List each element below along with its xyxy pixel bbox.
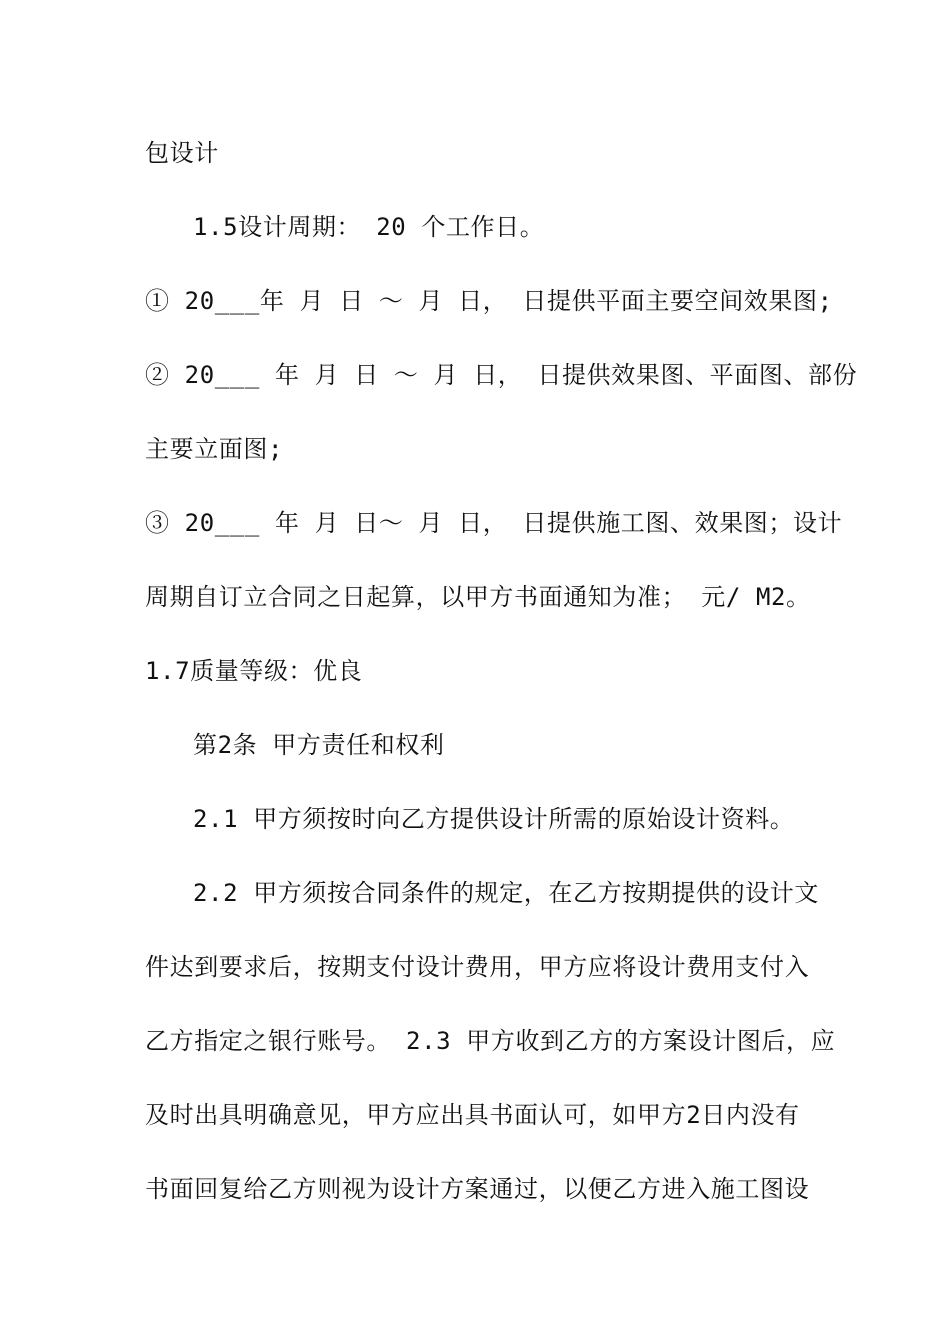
text-line-15: 书面回复给乙方则视为设计方案通过，以便乙方进入施工图设	[145, 1175, 810, 1203]
text-line-6: ③ 20___ 年 月 日～ 月 日， 日提供施工图、效果图；设计	[145, 509, 843, 537]
text-line-7: 周期自订立合同之日起算，以甲方书面通知为准； 元/ M2。	[145, 583, 811, 611]
text-line-13: 乙方指定之银行账号。 2.3 甲方收到乙方的方案设计图后，应	[145, 1027, 836, 1055]
text-line-12: 件达到要求后，按期支付设计费用，甲方应将设计费用支付入	[145, 953, 810, 981]
text-line-3: ① 20___年 月 日 ～ 月 日， 日提供平面主要空间效果图;	[145, 287, 833, 315]
text-line-10: 2.1 甲方须按时向乙方提供设计所需的原始设计资料。	[193, 805, 795, 833]
text-line-4: ② 20___ 年 月 日 ～ 月 日， 日提供效果图、平面图、部份	[145, 361, 858, 389]
section-heading: 第2条 甲方责任和权利	[193, 731, 445, 759]
text-line-11: 2.2 甲方须按合同条件的规定，在乙方按期提供的设计文	[193, 879, 819, 907]
text-line-5: 主要立面图;	[145, 435, 284, 463]
text-line-1: 包设计	[145, 139, 219, 167]
text-line-2: 1.5设计周期： 20 个工作日。	[193, 213, 545, 241]
text-line-14: 及时出具明确意见，甲方应出具书面认可，如甲方2日内没有	[145, 1101, 800, 1129]
text-line-8: 1.7质量等级：优良	[145, 657, 363, 685]
